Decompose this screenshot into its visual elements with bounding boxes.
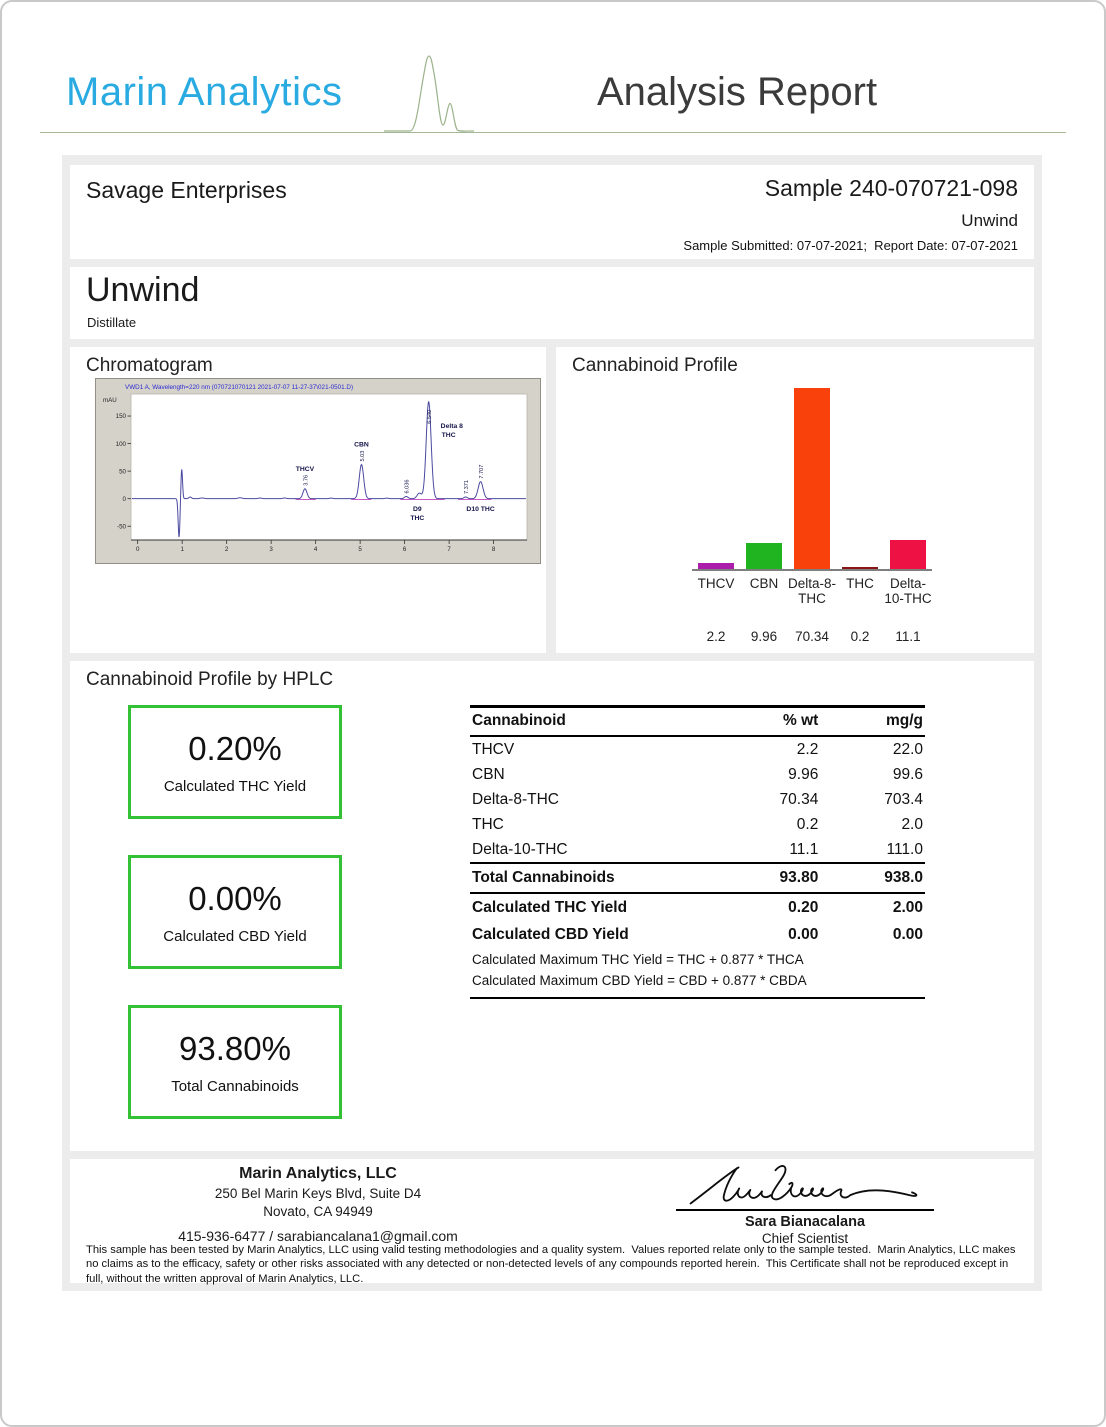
hplc-note-row: Calculated Maximum THC Yield = THC + 0.877 * THCA xyxy=(472,952,804,967)
svg-text:7: 7 xyxy=(447,546,451,553)
bar-value: 9.96 xyxy=(750,629,778,644)
hplc-col-header: % wt xyxy=(720,707,820,737)
svg-text:-50: -50 xyxy=(117,523,126,531)
bar-label: THC xyxy=(846,576,874,591)
svg-text:7.371: 7.371 xyxy=(464,480,471,495)
svg-text:6.036: 6.036 xyxy=(404,479,411,494)
bar-value: 70.34 xyxy=(795,629,829,644)
svg-text:THC: THC xyxy=(441,432,456,439)
svg-text:Delta 8: Delta 8 xyxy=(440,423,463,430)
svg-text:mAU: mAU xyxy=(103,397,117,404)
bar-cbn xyxy=(746,543,782,569)
bar-thc xyxy=(842,567,878,569)
svg-text:1: 1 xyxy=(180,546,184,553)
lab-contact-block xyxy=(158,1165,478,1244)
svg-text:6: 6 xyxy=(402,546,407,553)
hplc-note-row: Calculated Maximum CBD Yield = CBD + 0.877 * CBDA xyxy=(470,969,925,998)
sample-dates: Sample Submitted: 07-07-2021; Report Date: 07-07-2021 xyxy=(683,238,1018,253)
svg-text:150: 150 xyxy=(115,413,126,421)
chromatogram-section-title: Chromatogram xyxy=(86,355,213,376)
svg-text:5: 5 xyxy=(358,546,362,553)
hplc-col-header: Cannabinoid xyxy=(470,707,720,737)
total-cannabinoids-value: 93.80% xyxy=(179,1029,291,1067)
signer-name: Sara Bianacalana xyxy=(744,1214,866,1230)
hplc-table-row: Total Cannabinoids 93.80 938.0 xyxy=(470,863,925,893)
svg-text:3.76: 3.76 xyxy=(303,474,310,486)
logo-peak-icon xyxy=(384,50,474,134)
disclaimer-text: This sample has been tested by Marin Analytics, LLC using valid testing methodologies and a quality system. Values reported relate only to the sample tested. Marin Analytics, LLC makes no claims as to the efficacy, safety or other risks associated with any detected or non-detected levels of any compounds reported herein. This Certificate shall not be reproduced except in full, without the written approval of Marin Analytics, LLC. xyxy=(86,1244,1016,1285)
product-name: Unwind xyxy=(86,271,200,309)
svg-text:3: 3 xyxy=(269,546,273,553)
hplc-table-row: CBN 9.96 99.6 xyxy=(472,765,923,783)
hplc-table-row: THC 0.2 2.0 xyxy=(472,815,923,833)
content-area xyxy=(62,155,1042,1291)
svg-text:VWD1 A, Wavelength=220 nm (070: VWD1 A, Wavelength=220 nm (070721070121 2021-07-07 11-27-37\021-0501.D) xyxy=(125,384,354,391)
client-name: Savage Enterprises xyxy=(86,177,287,203)
bar-label: CBN xyxy=(749,576,779,591)
svg-text:0: 0 xyxy=(122,495,126,503)
bar-label: Delta-10-THC xyxy=(884,576,932,607)
hplc-table-row: THCV 2.2 22.0 xyxy=(472,740,923,758)
bar-thcv xyxy=(698,563,734,569)
sample-info-card xyxy=(70,165,1034,259)
hplc-table-row: Delta-8-THC 70.34 703.4 xyxy=(472,790,923,808)
thc-yield-value: 0.20% xyxy=(188,729,282,767)
hplc-table-row: Delta-10-THC 11.1 111.0 xyxy=(472,840,923,858)
cbd-yield-box xyxy=(128,855,342,969)
bar-value: 2.2 xyxy=(706,629,726,644)
chromatogram-chart xyxy=(95,378,541,564)
header-divider xyxy=(40,132,1066,133)
lab-address-1: 250 Bel Marin Keys Blvd, Suite D4 xyxy=(214,1186,422,1201)
svg-text:50: 50 xyxy=(119,468,126,476)
product-type: Distillate xyxy=(87,315,137,330)
svg-text:2: 2 xyxy=(224,546,229,553)
hplc-card xyxy=(70,661,1034,1151)
cbd-yield-value: 0.00% xyxy=(188,879,282,917)
cbd-yield-label: Calculated CBD Yield xyxy=(163,927,307,945)
svg-text:THCV: THCV xyxy=(295,465,315,473)
thc-yield-label: Calculated THC Yield xyxy=(163,777,307,795)
bar-delta-10-thc xyxy=(890,540,926,569)
bar-label: THCV xyxy=(697,576,735,591)
brand-logo-text: Marin Analytics xyxy=(66,70,343,114)
svg-text:8: 8 xyxy=(491,546,496,553)
footer-card xyxy=(70,1159,1034,1283)
svg-text:6.540: 6.540 xyxy=(427,409,434,424)
bar-label: Delta-8-THC xyxy=(788,576,837,607)
hplc-table-row: Calculated CBD Yield 0.00 0.00 xyxy=(472,925,923,943)
svg-text:THC: THC xyxy=(410,515,425,522)
total-cannabinoids-label: Total Cannabinoids xyxy=(171,1077,299,1095)
hplc-section-title: Cannabinoid Profile by HPLC xyxy=(86,669,334,690)
svg-text:7.707: 7.707 xyxy=(479,464,486,479)
bar-value: 0.2 xyxy=(850,629,870,644)
signer-title: Chief Scientist xyxy=(761,1231,849,1246)
bar-chart xyxy=(692,387,932,644)
chromatogram-card xyxy=(70,347,546,653)
lab-name: Marin Analytics, LLC xyxy=(239,1165,397,1182)
bar-delta-8-thc xyxy=(794,388,830,569)
total-cannabinoids-box xyxy=(128,1005,342,1119)
svg-text:4: 4 xyxy=(313,546,318,553)
svg-text:CBN: CBN xyxy=(354,441,369,449)
hplc-results-table xyxy=(470,705,925,999)
thc-yield-box xyxy=(128,705,342,819)
svg-text:0: 0 xyxy=(135,546,140,553)
hplc-col-header: mg/g xyxy=(820,707,925,737)
svg-text:D10 THC: D10 THC xyxy=(466,506,495,513)
hplc-table-row: Calculated THC Yield 0.20 2.00 xyxy=(472,898,923,916)
cannabinoid-profile-card xyxy=(556,347,1034,653)
page-title: Analysis Report xyxy=(596,70,878,114)
svg-text:D9: D9 xyxy=(412,506,422,513)
sample-name: Unwind xyxy=(961,211,1018,230)
product-card xyxy=(70,267,1034,339)
signature-block xyxy=(670,1161,940,1246)
svg-text:5.03: 5.03 xyxy=(359,450,366,462)
lab-phone-email: 415-936-6477 / sarabiancalana1@gmail.com xyxy=(178,1228,458,1244)
svg-text:100: 100 xyxy=(115,440,126,448)
sample-id: Sample 240-070721-098 xyxy=(764,175,1018,201)
signature-image xyxy=(675,1161,935,1209)
lab-address-2: Novato, CA 94949 xyxy=(263,1204,373,1219)
profile-section-title: Cannabinoid Profile xyxy=(572,355,738,376)
signature-line xyxy=(676,1209,934,1211)
bar-value: 11.1 xyxy=(895,629,921,644)
